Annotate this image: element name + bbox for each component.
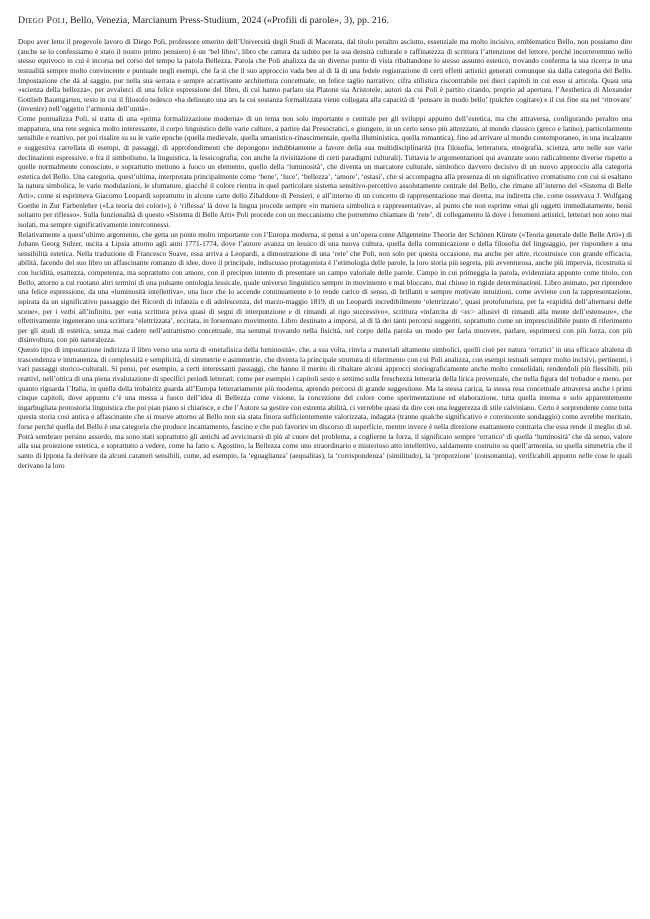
paragraph-2: Come puntualizza Poli, si tratta di una «prima formalizzazione moderna» di un tema non solo importante e centrale per gli sviluppi appunto dell’estetica, ma che attraversa, configurando peraltro una mappatura, una rete segnica molto interessante, il corpo linguistico delle varie culture, a partire dai Presocratici, e giungere, in un certo senso più attrezzato, al mondo classico (greco e latino), particolarmente sensibile e reattivo, per poi risalire su su le varie epoche (quella medievale, quella umanistico-rinascimentale, quella illuministica, quella romantica), fino ad arrivare al mondo contemporaneo, in una incalzante e suggestiva carrellata di esempi, di passaggi, di approfondimenti che depongono indubbiamente a favore della sua multidisciplinarità (tra filosofia, letteratura, etnografia, scienza, arte nelle sue varie declinazioni espressive, e fra il simbolismo, la linguistica, la lessicografia, con anche la rivisitazione di certi paradigmi culturali). Tuttavia le argomentazioni qui avanzate sono radicalmente diverse rispetto a quelle normalmente conosciute, e soprattutto mettono a fuoco un elemento, quello della ‘luminosità’, che diventa un marcatore culturale, simbolico davvero decisivo di un nuovo approccio alla categoria estetica del Bello. Una categoria, quest’ultima, interpretata principalmente come ‘bene’, ‘luce’, ‘bellezza’, ‘amore’, ‘estasi’, che si accompagna alla presenza di un significativo cromatismo con cui si esaltano la natura simbolica, le varie modulazioni, le sfumature, giacché il colore rientra in quel particolare sistema sensitivo-percettivo assolutamente centrale del Bello, che rimane all’interno del «Sistema di Belle Arti», come si esprimeva Giacomo Leopardi soprattutto in alcune carte dello Zibaldone di Pensieri, e all’interno di un concetto di rappresentazione mai diretta, ma indiretta che, come osservava J. Wolfgang Goethe in Zur Farbenlehre («La teoria dei colori»), è ‘riflessa’ là dove la lingua procede sempre «in maniera simbolica e rappresentativa», al punto che non esprime «mai gli oggetti immediatamente, bensì soltanto per riflesso». Sulla funzionalità di questo «Sistema di Belle Arti» Poli procede con un meccanismo che potremmo chiamare di ‘rete’, di collegamento là dove i fenomeni artistici, letterari non sono mai isolati, ma sempre significativamente interconnessi. <box>18 114 632 229</box>
review-body <box>18 37 632 470</box>
citation-details: , Bello, Venezia, Marcianum Press-Studium, 2024 («Profili di parole», 3), pp. 216. <box>65 15 390 26</box>
review-page <box>18 14 632 906</box>
paragraph-1: Dopo aver letto il pregevole lavoro di Diego Poli, professore emerito dell’Università degli Studi di Macerata, dal titolo peraltro asciutto, essenziale ma molto incisivo, emblematico Bello, non possiamo dire (anche se lo confessiamo è stato il nostro primo pensiero) è un ‘bel libro’, libro che cattura da subito per la sua densità culturale e raffinatezza di scrittura l’attenzione del lettore, perché incorreremmo nello stesso equivoco in cui è incorsa nel corso del tempo la parola Bellezza. Parola che Poli analizza da un diverso punto di vista ribaltandone lo stesso assunto estetico, trovando conferma la sua ricerca in una testualità sempre molto convincente e puntuale negli esempi, che fa sì che il suo approccio vada ben al di là di una fedele registrazione di certi effetti artistici generati comunque sia dalla categoria del Bello. Impostazione che dà al saggio, pur nella sua serrata e sempre accattivante architettura concettuale, un felice taglio narrativo; cifra stilistica riscontrabile nei dieci capitoli in cui esso si articola. Quasi una «scienza della bellezza», per avvalerci di una felice espressione del libro, di cui hanno parlato sia Platone sia Aristotele, autori da cui Poli è partito citando, proprio ad apertura, l’Aesthetica di Alexander Gottlieb Baumgarten, testo in cui il filosofo tedesco «ha delineato una ars la cui sostanza formalizzata viene collegata alla capacità di ‘pensare in modo bello’ (pulchre cogitare) e il cui fine sta nel ‘ritrovare’ (invenire) nell’oggetto l’armonia dell’unità». <box>18 37 632 114</box>
paragraph-4: Questo tipo di impostazione indirizza il libro verso una sorta di «metafisica della luminosità», che, a sua volta, rinvia a materiali altamente simbolici, quelli cioè per natura ‘erratici’ in una efficace altalena di trascendenza e immanenza, di complessità e semplicità, di simmetrie e asimmetrie, che diventa la principale struttura di riferimento con cui Poli analizza, con esempi testuali sempre molto incisivi, pertinenti, i vari passaggi storico-culturali. Si pensi, per esempio, a certi interessanti passaggi, che hanno il merito di ribaltare alcuni approcci storiograficamente anche molto consolidati, rendendoli più flessibili, più reattivi, nell’ottica di una piena rivalutazione di specifici periodi letterari: come per esempio i capitoli sesto e settimo sulla freschezza letteraria della lirica provenzale, che nella figura del trobador e meno, per quanto riguarda l’Italia, in quella della trobairitz guarda all’Europa letterariamente più moderna, aprendo percorsi di grande suggestione. Ma la stessa carica, la stessa resa concettuale attraversa anche i primi cinque capitoli, dove appunto c’è una messa a fuoco dell’idea di Bellezza come visione, la concezione del colore come sperimentazione ed elaborazione, tutta quella intensa e solo apparentemente ingarbugliata protostoria linguistica che poi pian piano si chiarisce, e che l’Autore sa gestire con estrema abilità, ci verrebbe quasi da dire con una leggerezza di stile calviniano. Certo è sorprendente come tutta questa storia così antica e affascinante che si muove attorno al Bello non sia stata finora sufficientemente valorizzata, indagata (tranne qualche significativo e convincente sondaggio) come avrebbe meritato, forse perché quella del Bello è una categoria che produce incantamento, fascino e che può favorire un discorso di superficie, mentre invece è nella direzione esattamente contraria che essa rende il meglio di sé. Potrà sembrare persino assurdo, ma sono stati soprattutto gli antichi ad avvicinarsi di più al cuore del problema, a coglierne la forza, il significato sempre ‘erratico’ di quella ‘luminosità’ che dà senso, valore alla sua proiezione estetica, e soprattutto a vedere, come ha fatto s. Agostino, la Bellezza come uno straordinario e misterioso atto intellettivo, saldamente costruito su quell’armonia, su quella simmetria che il santo di Ippona fa derivare da alcuni caratteri sensibili, come, ad esempio, la ‘eguaglianza’ (aequalitas), la ‘corrispondenza’ (similitudo), la ‘proporzione’ (consonantia), verificabili appunto nelle cose le quali derivano la loro <box>18 345 632 470</box>
bibliographic-citation <box>18 14 632 27</box>
citation-author: Diego Poli <box>18 15 66 26</box>
paragraph-3: Relativamente a quest’ultimo argomento, che getta un ponte molto importante con l’Europa moderna, si pensi a un’opera come Allgemeine Theorie der Schönen Künste («Teoria generale delle Belle Arti») di Johann Georg Sulzer, uscita a Lipsia attorno agli anni 1771-1774, dove l’autore avanza un lessico di una nuova cultura, quella della comunicazione e della filosofia del linguaggio, per rispondere a una sensibilità estetica. Nella traduzione di Francesco Soave, essa arriva a Leopardi, a dimostrazione di una ‘rete’ che Poli, non solo per questa occasione, ma anche per altre, ricostruisce con grande efficacia, abilità, facendo del suo libro un affascinante romanzo di idee, dove il principale, indiscusso protagonista è l’etimologia delle parole, la loro storia più segreta, più avventurosa, anche più impervia, ricostruita sì con lucidità, esattezza, competenza, ma soprattutto con amore, con il precipuo intento di presentare un campo valoriale delle parole. Campo in cui primeggia la parola, evidenziata appunto come titolo, con Bello, attorno a cui ruotano altri termini di una pulsante ontologia lessicale, quale universo linguistico sempre in movimento e mai bloccato, mai chiuso in rigide determinazioni. Libro animato, per riprendere una felice espressione, da una «luminosità intellettiva», una luce che lo accende continuamente e lo rende carico di senso, di brillanti e sempre motivate intuizioni, come avviene con la rappresentazione, ispirata da un significativo passaggio dei Ricordi di infanzia e di adolescenza, del marzo-maggio 1819, di un Leopardi incredibilmente ‘elettrizzato’, quasi protofuturista, per la «rapidità dell’alternarsi delle scene», per i verbi all’infinito, per «una scrittura priva quasi di segni di interpunzione e di rimandi al rigo successivo», scrittura «infarcita di <ec> allusivi di rimandi alla mente dell’estensore», che effettivamente ingenerano una scrittura ‘elettrizzata’, eccitata, in forsennato movimento. Libro destinato a imporsi, al di là dei tanti percorsi suggeriti, soprattutto come un imprescindibile punto di riferimento per gli studi di estetica, senza mai cadere nell’astrattismo concettuale, ma semmai trovando nella fisicità, nel corpo della parola un modo per farla muovere, parlare, esprimersi con più forza, con più disinvoltura, con più naturalezza. <box>18 229 632 345</box>
